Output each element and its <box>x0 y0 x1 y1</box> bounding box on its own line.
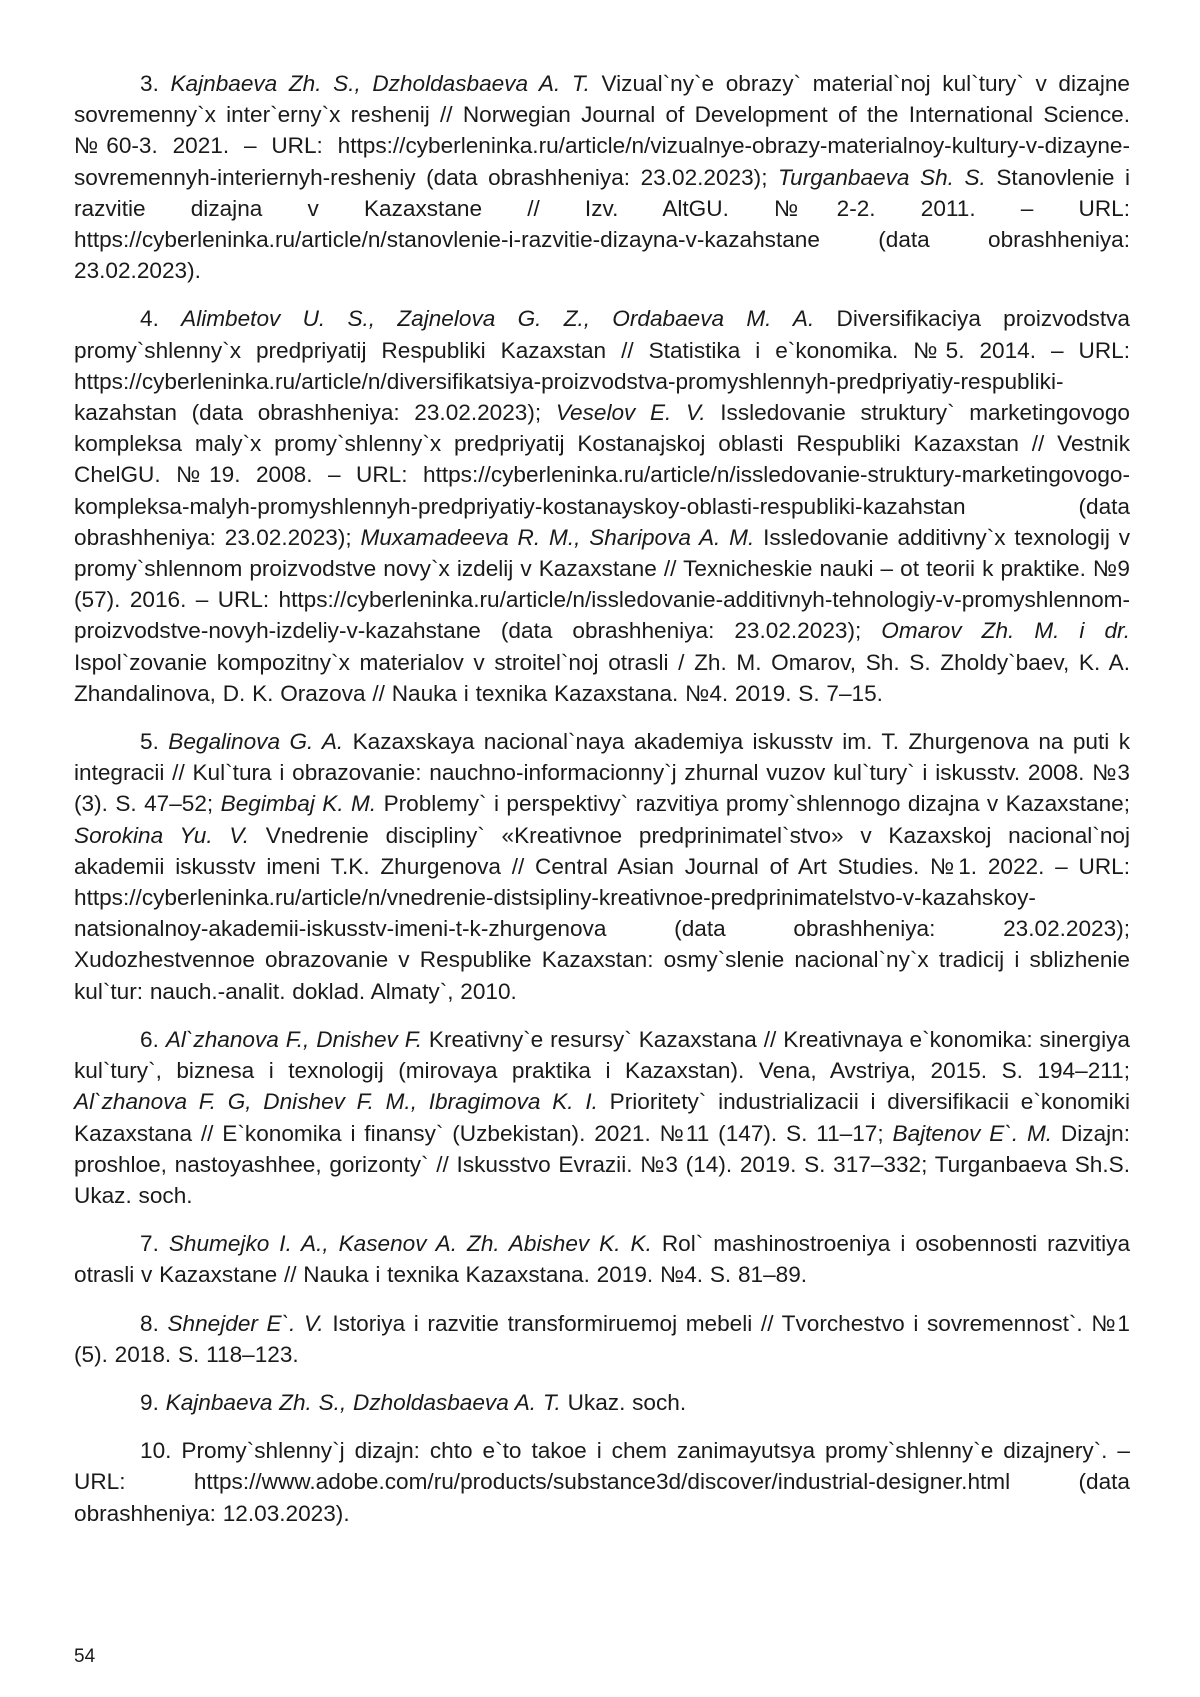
reference-number: 6. <box>140 1026 159 1052</box>
reference-authors: Alimbetov U. S., Zajnelova G. Z., Ordabaeva M. A. <box>181 306 815 332</box>
reference-number: 9. <box>140 1389 159 1415</box>
reference-item <box>74 1024 1130 1211</box>
reference-text: Kazaxskaya nacional`naya akademiya iskusstv im. T. Zhurgenova na puti k integracii // Kul`tura i obrazovanie: nauchno-informacionny`j zhurnal vuzov kul`tury` i iskusstv. 2008. №3 (3). S. 47–52; <box>74 729 1130 817</box>
reference-number: 5. <box>140 729 159 755</box>
reference-authors: Shumejko I. A., Kasenov A. Zh. Abishev K. K. <box>168 1231 652 1257</box>
reference-text: Dizajn: proshloe, nastoyashhee, gorizonty` // Iskusstvo Evrazii. №3 (14). 2019. S. 317–332; Turganbaeva Sh.S. Ukaz. soch. <box>74 1120 1130 1208</box>
page-number: 54 <box>74 1646 96 1667</box>
reference-item <box>74 1435 1130 1529</box>
reference-authors: Sorokina Yu. V. <box>74 822 250 848</box>
reference-authors: Al`zhanova F., Dnishev F. <box>165 1026 422 1052</box>
reference-number: 10. <box>140 1438 172 1464</box>
reference-item <box>74 1228 1130 1290</box>
reference-item <box>74 1387 1130 1418</box>
reference-text: Stanovlenie i razvitie dizajna v Kazaxstane // Izv. AltGU. №2-2. 2011. – URL: https://cyberleninka.ru/article/n/stanovlenie-i-razvitie-dizayna-v-kazahstane (data obrashheniya: 23.02.2023). <box>74 164 1130 284</box>
reference-text: Vnedrenie discipliny` «Kreativnoe predprinimatel`stvo» v Kazaxskoj nacional`noj akademii iskusstv imeni T.K. Zhurgenova // Central Asian Journal of Art Studies. №1. 2022. – URL: https://cyberleninka.ru/article/n/vnedrenie-distsipliny-kreativnoe-predprinimatelstvo-v-kazahskoy-natsionalnoy-akademii-iskusstv-imeni-t-k-zhurgenova (data obrashheniya: 23.02.2023); Xudozhestvennoe obrazovanie v Respublike Kazaxstan: osmy`slenie nacional`ny`x tradicij i sblizhenie kul`tur: nauch.-analit. doklad. Almaty`, 2010. <box>74 822 1130 1004</box>
reference-number: 4. <box>140 306 159 332</box>
reference-authors: Turganbaeva Sh. S. <box>778 164 986 190</box>
reference-text: Prioritety` industrializacii i diversifikacii e`konomiki Kazaxstana // E`konomika i finansy` (Uzbekistan). 2021. №11 (147). S. 11–17; <box>74 1089 1131 1146</box>
reference-authors: Al`zhanova F. G, Dnishev F. M., Ibragimova K. I. <box>74 1089 598 1115</box>
reference-authors: Begimbaj K. M. <box>220 791 377 817</box>
reference-item <box>74 303 1130 709</box>
reference-number: 3. <box>140 71 159 96</box>
reference-authors: Kajnbaeva Zh. S., Dzholdasbaeva A. T. <box>170 71 590 96</box>
reference-authors: Omarov Zh. M. i dr. <box>881 618 1131 644</box>
reference-text: Vizual`ny`e obrazy` material`noj kul`tury` v dizajne sovremenny`x inter`erny`x reshenij // Norwegian Journal of Development of the International Science. №60-3. 2021. – URL: https://cyberleninka.ru/article/n/vizualnye-obrazy-materialnoy-kultury-v-dizayne-sovremennyh-interiernyh-resheniy (data obrashheniya: 23.02.2023); <box>74 71 1131 190</box>
reference-authors: Kajnbaeva Zh. S., Dzholdasbaeva A. T. <box>165 1389 561 1415</box>
references-list <box>74 68 1130 1546</box>
reference-number: 8. <box>140 1310 159 1336</box>
reference-authors: Veselov E. V. <box>555 400 706 426</box>
reference-item <box>74 1308 1130 1370</box>
reference-text: Rol` mashinostroeniya i osobennosti razvitiya otrasli v Kazaxstane // Nauka i texnika Kazaxstana. 2019. №4. S. 81–89. <box>74 1231 1131 1288</box>
reference-authors: Begalinova G. A. <box>168 729 344 755</box>
reference-authors: Muxamadeeva R. M., Sharipova A. M. <box>360 524 755 550</box>
reference-authors: Bajtenov E`. M. <box>892 1120 1053 1146</box>
reference-authors: Shnejder E`. V. <box>167 1310 324 1336</box>
reference-text: Problemy` i perspektivy` razvitiya promy`shlennogo dizajna v Kazaxstane; <box>376 791 1130 817</box>
reference-text: Kreativny`e resursy` Kazaxstana // Kreativnaya e`konomika: sinergiya kul`tury`, biznesa i texnologij (mirovaya praktika i Kazaxstan). Vena, Avstriya, 2015. S. 194–211; <box>74 1026 1130 1084</box>
reference-text: Ukaz. soch. <box>560 1389 687 1415</box>
reference-text: Issledovanie additivny`x texnologij v promy`shlennom proizvodstve novy`x izdelij v Kazaxstane // Texnicheskie nauki – ot teorii k praktike. №9 (57). 2016. – URL: https://cyberleninka.ru/article/n/issledovanie-additivnyh-tehnologiy-v-promyshlennom-proizvodstve-novyh-izdeliy-v-kazahstane (data obrashheniya: 23.02.2023); <box>74 524 1130 644</box>
reference-text: Ispol`zovanie kompozitny`x materialov v stroitel`noj otrasli / Zh. M. Omarov, Sh. S. Zholdy`baev, K. A. Zhandalinova, D. K. Orazova // Nauka i texnika Kazaxstana. №4. 2019. S. 7–15. <box>74 649 1130 706</box>
reference-item <box>74 68 1130 286</box>
reference-text: Issledovanie struktury` marketingovogo kompleksa maly`x promy`shlenny`x predpriyatij Kostanajskoj oblasti Respubliki Kazaxstan // Vestnik ChelGU. №19. 2008. – URL: https://cyberleninka.ru/article/n/issledovanie-struktury-marketingovogo-kompleksa-malyh-promyshlennyh-predpriyatiy-kostanayskoy-oblasti-respubliki-kazahstan (data obrashheniya: 23.02.2023); <box>74 400 1130 550</box>
reference-text: Diversifikaciya proizvodstva promy`shlenny`x predpriyatij Respubliki Kazaxstan // Statistika i e`konomika. №5. 2014. – URL: https://cyberleninka.ru/article/n/diversifikatsiya-proizvodstva-promyshlennyh-predpriyatiy-respubliki-kazahstan (data obrashheniya: 23.02.2023); <box>74 306 1130 426</box>
reference-text: Promy`shlenny`j dizajn: chto e`to takoe i chem zanimayutsya promy`shlenny`e dizajnery`. – URL: https://www.adobe.com/ru/products/substance3d/discover/industrial-designer.html (data obrashheniya: 12.03.2023). <box>74 1438 1130 1526</box>
reference-number: 7. <box>140 1231 159 1257</box>
reference-text: Istoriya i razvitie transformiruemoj mebeli // Tvorchestvo i sovremennost`. №1 (5). 2018. S. 118–123. <box>74 1310 1130 1367</box>
reference-item <box>74 726 1130 1007</box>
